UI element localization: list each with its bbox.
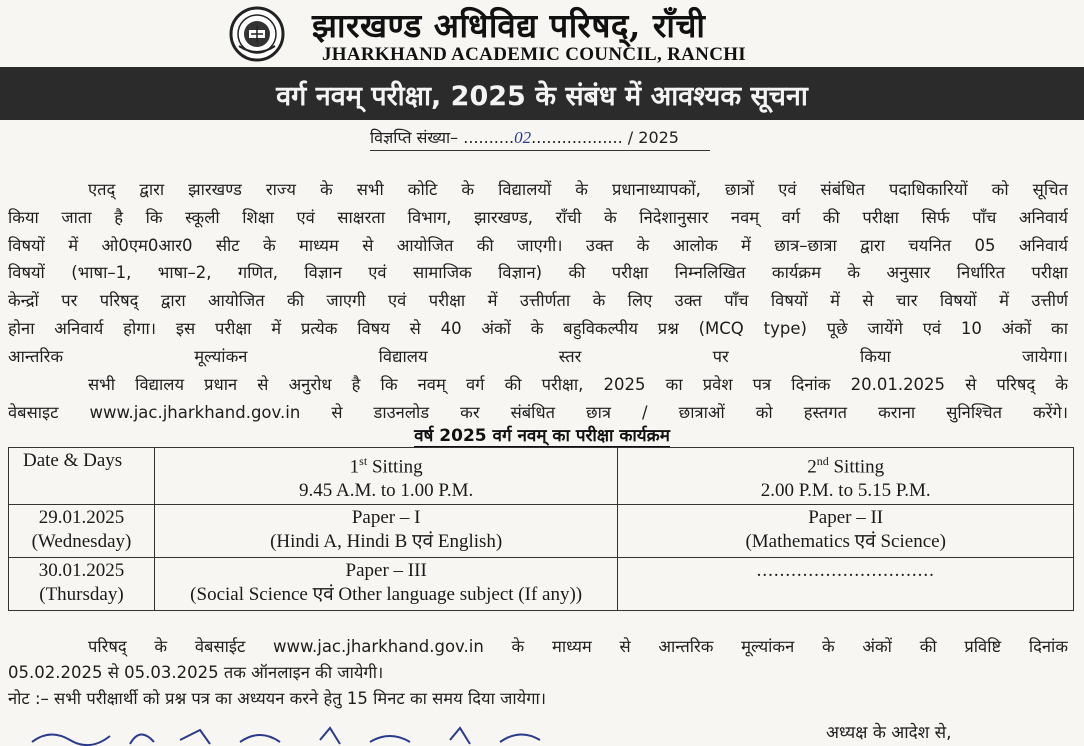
paragraph-1 [8,176,1068,371]
schedule-title [0,423,1084,446]
paragraph-1-line: आन्तरिक मूल्यांकन विद्यालय स्तर पर किया जायेगा। [8,346,1068,366]
sitting-1-sup: st [359,454,368,468]
notice-number-dots-after: .................. [531,128,623,147]
banner-heading: वर्ग नवम् परीक्षा, 2025 के संबंध में आवश्यक सूचना [276,81,808,112]
notice-number [370,126,710,151]
paper-name: Paper – III [345,560,427,582]
paragraph-1-line: विषयों (भाषा–1, भाषा–2, गणित, विज्ञान एवं सामाजिक विज्ञान) की परीक्षा निम्नलिखित कार्यक्रम के अनुसार निर्धारित परीक्षा [8,263,1068,283]
council-title-hindi: झारखण्ड अधिविद्य परिषद्, राँची [312,6,706,45]
council-title-english: JHARKHAND ACADEMIC COUNCIL, RANCHI [322,44,746,65]
paper-subjects: (Hindi A, Hindi B एवं English) [270,531,503,553]
table-header-row [9,448,1074,505]
sitting-1-time: 9.45 A.M. to 1.00 P.M. [299,480,474,502]
paper-empty-dots: ............................... [756,560,935,582]
council-seal-icon [229,6,285,62]
paper-name: Paper – I [351,507,421,529]
paragraph-1-line: होना अनिवार्य होगा। इस परीक्षा में प्रत्येक विषय से 40 अंकों के बहुविकल्पीय प्रश्न (MCQ type) पूछे जायेंगे एवं 10 अंकों का [8,318,1068,338]
row-sitting-1-cell [154,558,617,611]
row-day: (Thursday) [39,584,124,606]
notice-number-suffix: / 2025 [627,128,679,147]
sitting-2-time: 2.00 P.M. to 5.15 P.M. [760,480,931,502]
paragraph-2 [8,371,1068,427]
paragraph-2-line: सभी विद्यालय प्रधान से अनुरोध है कि नवम् वर्ग की परीक्षा, 2025 का प्रवेश पत्र दिनांक 20.01.2025 से परिषद् के [88,375,1068,394]
row-date-cell [9,505,155,558]
header-sitting-1 [154,448,617,505]
paragraph-1-line: एतद् द्वारा झारखण्ड राज्य के सभी कोटि के विद्यालयों के प्रधानाध्यापकों, छात्रों एवं संबंधित पदाधिकारियों को सूचित [88,180,1068,199]
paragraph-1-line: किया जाता है कि स्कूली शिक्षा एवं साक्षरता विभाग, झारखण्ड, राँची के निदेशानुसार नवम् वर्ग की परीक्षा सिर्फ पाँच अनिवार्य [8,207,1068,227]
schedule-title-text: वर्ष 2025 वर्ग नवम् का परीक्षा कार्यक्रम [414,426,670,446]
sitting-1-number: 1 [349,456,360,478]
row-date: 29.01.2025 [38,507,125,529]
notice-number-dots-before: .......... [463,128,515,147]
paragraph-2-line: वेबसाइट www.jac.jharkhand.gov.in से डाउनलोड कर संबंधित छात्र / छात्राओं को हस्तगत कराना सुनिश्चित करेंगे। [8,402,1068,422]
paper-subjects: (Social Science एवं Other language subject (If any)) [190,584,583,606]
header-sitting-2 [618,448,1074,505]
row-sitting-2-cell [618,505,1074,558]
sitting-2-word: Sitting [828,456,885,478]
footer-note: नोट :– सभी परीक्षार्थी को प्रश्न पत्र का अध्ययन करने हेतु 15 मिनट का समय दिया जायेगा। [8,689,547,708]
row-sitting-1-cell [154,505,617,558]
header-date-days: Date & Days [9,448,155,505]
notice-number-prefix: विज्ञप्ति संख्या– [370,128,459,147]
handwritten-signature-icon [30,722,550,746]
exam-schedule-table [8,447,1074,611]
sitting-1-word: Sitting [367,456,423,478]
sitting-2-sup: nd [816,454,829,468]
paper-subjects: (Mathematics एवं Science) [745,531,946,553]
row-day: (Wednesday) [31,531,132,553]
signature-line: अध्यक्ष के आदेश से, [826,723,952,743]
row-date: 30.01.2025 [38,560,125,582]
paper-name: Paper – II [808,507,884,529]
footer-paragraph [8,634,1068,712]
footer-line-1: परिषद् के वेबसाईट www.jac.jharkhand.gov.in के माध्यम से आन्तरिक मूल्यांकन के अंकों की प्रविष्टि दिनांक [88,637,1068,656]
row-date-cell [9,558,155,611]
table-row [9,505,1074,558]
paragraph-1-line: विषयों में ओ0एम0आर0 सीट के माध्यम से आयोजित की जाएगी। उक्त के आलोक में छात्र–छात्रा द्वारा चयनित 05 अनिवार्य [8,235,1068,255]
paragraph-1-line: केन्द्रों पर परिषद् द्वारा आयोजित की जाएगी एवं परीक्षा में उत्तीर्णता के लिए उक्त पाँच विषयों में से चार विषयों में उत्तीर्ण [8,291,1068,311]
table-row [9,558,1074,611]
row-sitting-2-cell [618,558,1074,611]
notice-number-value: 02 [514,128,532,147]
footer-line-2: 05.02.2025 से 05.03.2025 तक ऑनलाइन की जायेगी। [8,663,384,682]
sitting-2-number: 2 [807,456,817,478]
